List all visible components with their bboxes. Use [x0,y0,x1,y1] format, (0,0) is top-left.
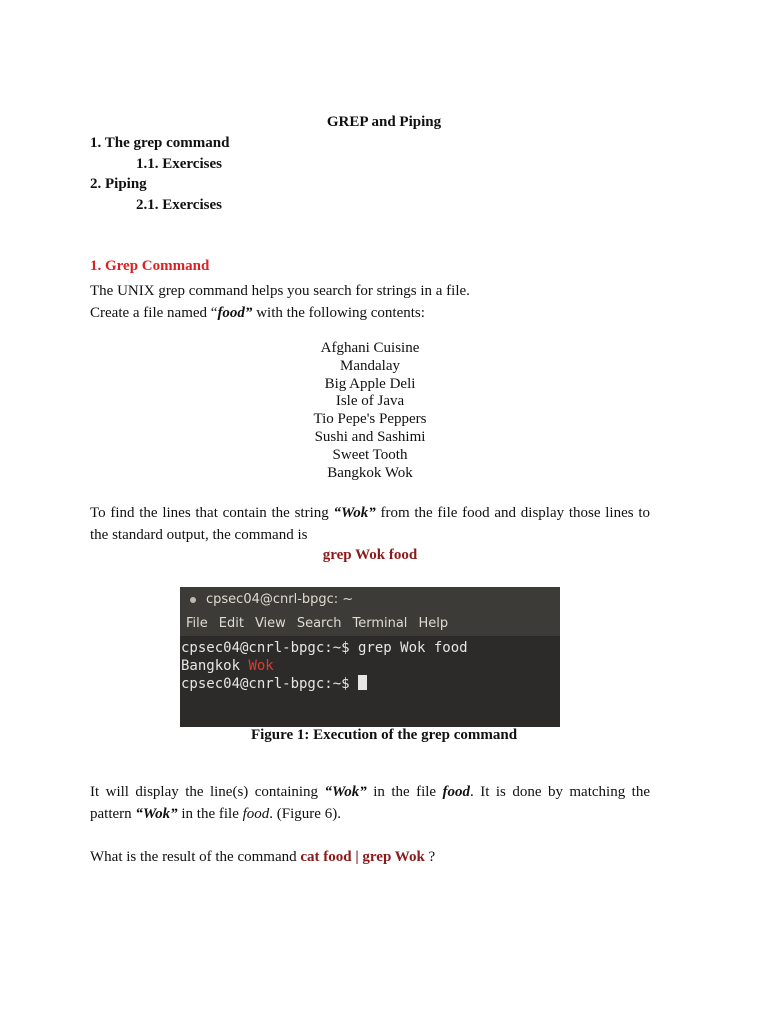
toc-item: 2. Piping [90,176,147,192]
toc-item: 1. The grep command [90,135,230,151]
terminal-line: cpsec04@cnrl-bpgc:~$ grep Wok food [181,640,468,656]
intro-paragraph [90,280,650,324]
list-item: Afghani Cuisine [320,340,420,356]
file-name: food” [217,305,253,321]
file-name: food [442,784,471,800]
terminal-menubar [180,612,560,637]
menu-file: File [186,616,208,631]
window-dot-icon [190,597,196,603]
section-heading: 1. Grep Command [90,258,210,274]
list-item: Isle of Java [335,393,405,410]
terminal-titlebar [180,587,560,612]
figure-caption: Figure 1: Execution of the grep command [250,727,518,743]
body-text: To find the lines that contain the string [90,505,334,521]
search-string: “Wok” [324,784,367,800]
body-text: in the file [177,806,243,822]
food-list [0,340,740,482]
body-text: . It is done by matching the pattern [90,784,650,822]
body-text: . (Figure 6). [269,806,341,822]
cursor-icon [358,675,367,690]
toc-subitem: 2.1. Exercises [136,197,222,213]
page-title: GREP and Piping [326,114,442,130]
match-highlight: Wok [248,658,274,674]
prompt-text: cpsec04@cnrl-bpgc:~$ [181,676,359,692]
intro-text: Create a file named “ [90,305,218,321]
result-paragraph [90,781,650,825]
question-paragraph [90,846,650,868]
toc-subitem: 1.1. Exercises [136,156,222,172]
list-item: Sweet Tooth [332,446,408,463]
menu-search: Search [296,616,342,631]
menu-terminal: Terminal [352,616,408,631]
list-item: Big Apple Deli [324,375,416,392]
question-command: cat food | grep Wok [300,849,425,865]
terminal-line [181,675,560,693]
body-text: from the file food and display those lines to the standard output, the command is [90,505,650,543]
list-item: Sushi and Sashimi [314,428,426,445]
search-string: “Wok” [333,505,376,521]
list-item: Tio Pepe's Peppers [313,411,427,428]
body-text: ? [424,849,436,865]
list-item: Mandalay [340,357,400,374]
terminal-title: cpsec04@cnrl-bpgc: ~ [206,592,354,607]
find-paragraph [90,502,650,546]
menu-view: View [254,616,286,631]
body-text: What is the result of the command [90,849,301,865]
file-name: food [242,806,270,822]
search-string: “Wok” [135,806,178,822]
body-text: It will display the line(s) containing [90,784,325,800]
output-text: Bangkok [181,658,249,674]
intro-line-2 [90,302,650,324]
terminal-screenshot [180,587,560,727]
command-example: grep Wok food [322,547,418,563]
menu-help: Help [418,616,449,631]
body-text: in the file [366,784,443,800]
terminal-line [181,657,560,675]
list-item: Bangkok Wok [327,464,413,481]
intro-text: with the following contents: [252,305,425,321]
intro-line-1: The UNIX grep command helps you search for strings in a file. [90,283,470,299]
menu-edit: Edit [218,616,244,631]
terminal-output [180,637,560,693]
